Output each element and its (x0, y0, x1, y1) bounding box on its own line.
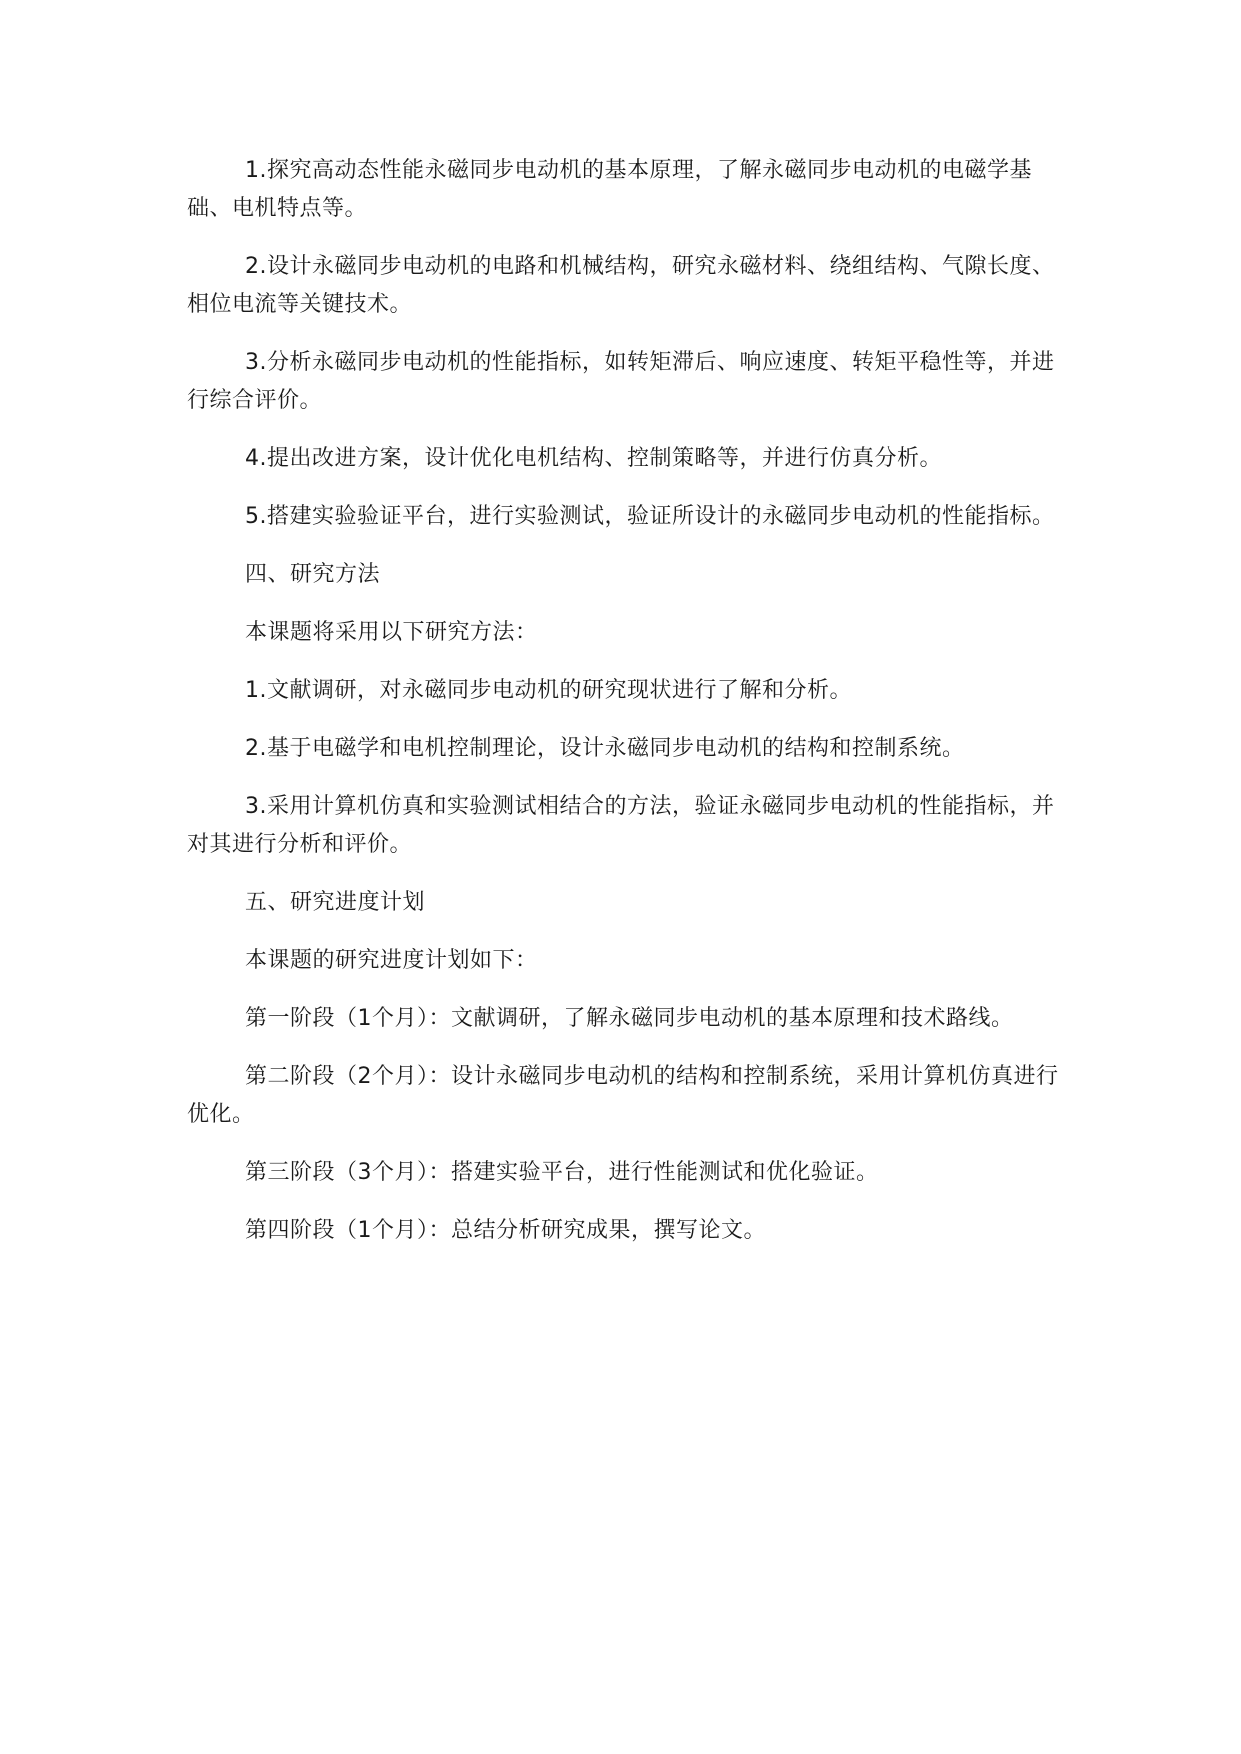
paragraph-methods-intro: 本课题将采用以下研究方法： (245, 620, 538, 645)
paragraph-content-5: 5.搭建实验验证平台，进行实验测试，验证所设计的永磁同步电动机的性能指标。 (245, 504, 1055, 529)
paragraph-content-1: 1.探究高动态性能永磁同步电动机的基本原理，了解永磁同步电动机的电磁学基础、电机特点等。 (187, 158, 1032, 221)
paragraph-stage-4: 第四阶段（1个月）：总结分析研究成果，撰写论文。 (245, 1218, 766, 1243)
paragraph-method-1: 1.文献调研，对永磁同步电动机的研究现状进行了解和分析。 (245, 678, 852, 703)
section-heading-schedule: 五、研究进度计划 (245, 890, 426, 915)
document-body (187, 152, 1067, 1250)
paragraph-content-4: 4.提出改进方案，设计优化电机结构、控制策略等，并进行仿真分析。 (245, 446, 942, 471)
paragraph-stage-2: 第二阶段（2个月）：设计永磁同步电动机的结构和控制系统，采用计算机仿真进行优化。 (187, 1064, 1059, 1127)
paragraph-content-2: 2.设计永磁同步电动机的电路和机械结构，研究永磁材料、绕组结构、气隙长度、相位电流等关键技术。 (187, 254, 1055, 317)
paragraph-stage-1: 第一阶段（1个月）：文献调研，了解永磁同步电动机的基本原理和技术路线。 (245, 1006, 1014, 1031)
paragraph-schedule-intro: 本课题的研究进度计划如下： (245, 948, 538, 973)
paragraph-method-2: 2.基于电磁学和电机控制理论，设计永磁同步电动机的结构和控制系统。 (245, 736, 965, 761)
paragraph-content-3: 3.分析永磁同步电动机的性能指标，如转矩滞后、响应速度、转矩平稳性等，并进行综合评价。 (187, 350, 1055, 413)
paragraph-method-3: 3.采用计算机仿真和实验测试相结合的方法，验证永磁同步电动机的性能指标，并对其进行分析和评价。 (187, 794, 1055, 857)
section-heading-methods: 四、研究方法 (245, 562, 381, 587)
paragraph-stage-3: 第三阶段（3个月）：搭建实验平台，进行性能测试和优化验证。 (245, 1160, 879, 1185)
